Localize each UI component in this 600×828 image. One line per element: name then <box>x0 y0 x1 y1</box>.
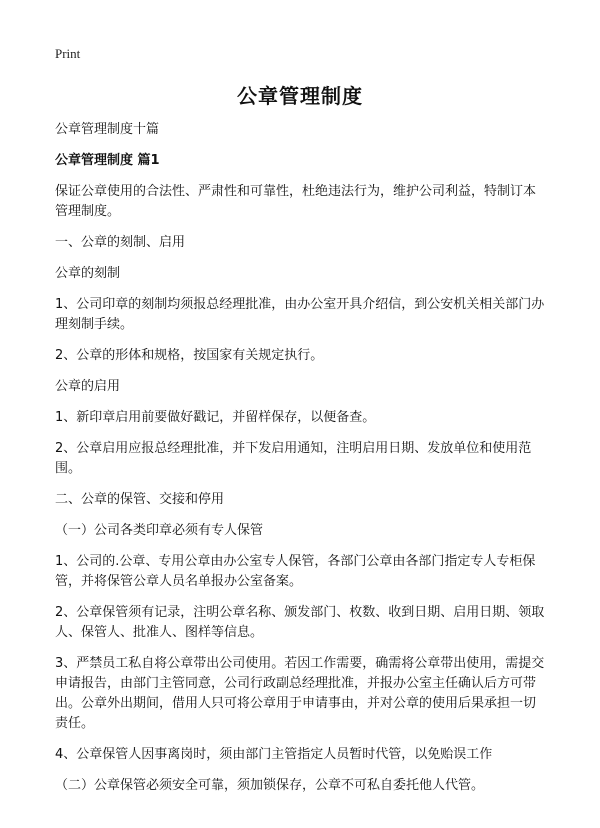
paragraph: （二）公章保管必须安全可靠，须加锁保存，公章不可私自委托他人代管。 <box>55 778 485 793</box>
paragraph: 3、严禁员工私自将公章带出公司使用。若因工作需要，确需将公章带出使用，需提交申请报告，由部门主管同意，公司行政副总经理批准，并报办公室主任确认后方可带出。公章外出期间，借用人只可将公章用于申请事由，并对公章的使用后果承担一切责任。 <box>55 656 545 731</box>
document-title: 公章管理制度 <box>237 84 363 108</box>
paragraph: 保证公章使用的合法性、严肃性和可靠性，杜绝违法行为，维护公司利益，特制订本管理制度。 <box>55 184 537 219</box>
paragraph: 2、公章启用应报总经理批准，并下发启用通知，注明启用日期、发放单位和使用范围。 <box>55 441 532 476</box>
paragraph: 1、公司印章的刻制均须报总经理批准，由办公室开具介绍信，到公安机关相关部门办理刻制手续。 <box>55 297 545 332</box>
paragraph: 2、公章的形体和规格，按国家有关规定执行。 <box>55 348 324 363</box>
paragraph: 一、公章的刻制、启用 <box>55 235 186 250</box>
document-body <box>55 120 547 807</box>
paragraph: 公章的刻制 <box>55 266 121 281</box>
paragraph: 2、公章保管须有记录，注明公章名称、颁发部门、枚数、收到日期、启用日期、领取人、保管人、批准人、图样等信息。 <box>55 605 545 640</box>
paragraph: 二、公章的保管、交接和停用 <box>55 492 225 507</box>
print-label: Print <box>55 46 81 61</box>
document-subtitle: 公章管理制度十篇 <box>55 122 160 137</box>
paragraph: （一）公司各类印章必须有专人保管 <box>55 523 264 538</box>
section-heading: 公章管理制度 篇1 <box>55 153 160 168</box>
paragraph: 4、公章保管人因事离岗时，须由部门主管指定人员暂时代管，以免贻误工作 <box>55 747 493 762</box>
paragraph: 1、公司的.公章、专用公章由办公室专人保管，各部门公章由各部门指定专人专柜保管，并将保管公章人员名单报办公室备案。 <box>55 554 536 589</box>
paragraph: 1、新印章启用前要做好戳记，并留样保存，以便备查。 <box>55 410 376 425</box>
paragraph: 公章的启用 <box>55 379 121 394</box>
